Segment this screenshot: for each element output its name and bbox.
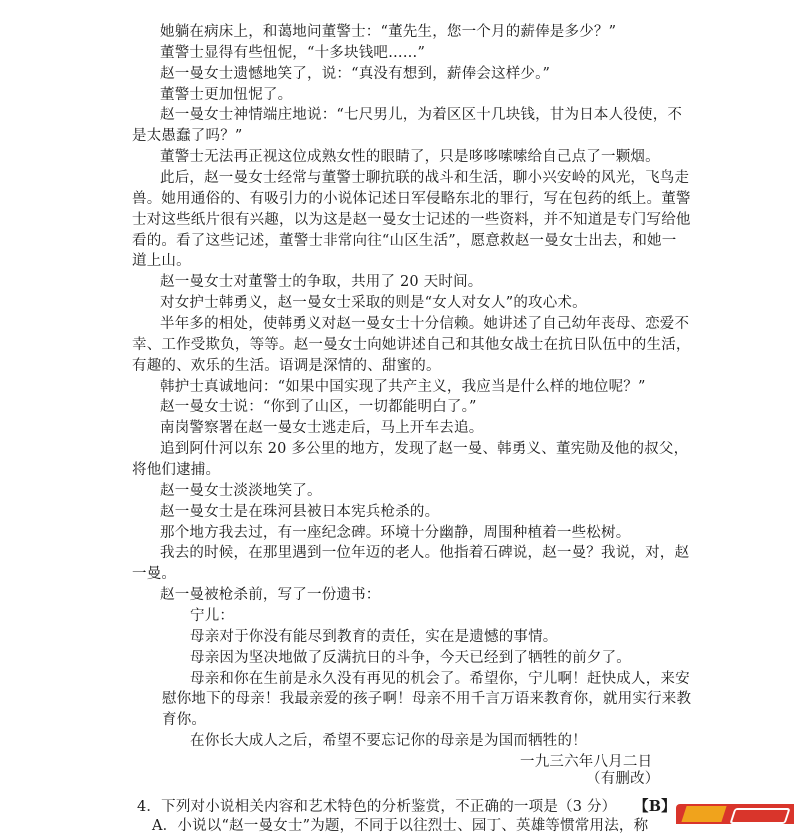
letter-line: 慰你地下的母亲！我最亲爱的孩子啊！母亲不用千言万语来教育你，就用实行来教 [162,691,692,708]
text-line: 赵一曼女士对董警士的争取，共用了 20 天时间。 [160,274,483,291]
letter-line: 母亲和你在生前是永久没有再见的机会了。希望你，宁儿啊！赶快成人，来安 [190,670,690,687]
letter-line: 母亲对于你没有能尽到教育的责任，实在是遗憾的事情。 [190,628,558,645]
text-line: 韩护士真诚地问：“如果中国实现了共产主义，我应当是什么样的地位呢？” [160,378,646,395]
text-line: 我去的时候，在那里遇到一位年迈的老人。他指着石碑说，赵一曼？我说，对，赵 [160,545,690,562]
letter-date: 一九三六年八月二日 [520,754,653,770]
text-line: 董警士显得有些忸怩，“十多块钱吧……” [160,44,426,61]
question-4: 4．下列对小说相关内容和艺术特色的分析鉴赏，不正确的一项是（3 分） [137,799,617,815]
text-line: 赵一曼女士说：“你到了山区，一切都能明白了。” [160,399,477,416]
text-line: 有趣的、欢乐的生活。语调是深情的、甜蜜的。 [132,357,441,374]
text-line: 看的。看了这些记述，董警士非常向往“山区生活”，愿意救赵一曼女士出去，和她一 [132,232,677,249]
text-line: 此后，赵一曼女士经常与董警士聊抗联的战斗和生活，聊小兴安岭的风光，飞鸟走 [160,170,690,186]
text-line: 董警士更加忸怩了。 [160,86,293,103]
text-line: 南岗警察署在赵一曼女士逃走后，马上开车去追。 [160,420,484,437]
text-line: 她躺在病床上，和蔼地问董警士：“董先生，您一个月的薪俸是多少？” [160,24,617,40]
text-line: 那个地方我去过，有一座纪念碑。环境十分幽静，周围种植着一些松树。 [160,524,631,541]
text-line: 士对这些纸片很有兴趣，以为这是赵一曼女士记述的一些资料，并不知道是专门写给他 [132,211,691,228]
text-line: 赵一曼女士淡淡地笑了。 [160,482,322,499]
text-line: 赵一曼女士遗憾地笑了，说：“真没有想到，薪俸会这样少。” [160,65,551,82]
text-line: 赵一曼被枪杀前，写了一份遗书： [160,587,381,604]
text-line: 兽。她用通俗的、有吸引力的小说体记述日军侵略东北的罪行，写在包药的纸上。董警 [132,190,691,207]
letter-line: 母亲因为坚决地做了反满抗日的斗争，今天已经到了牺牲的前夕了。 [190,649,631,666]
text-line: 将他们逮捕。 [132,462,221,478]
text-line: 是太愚蠢了吗？” [132,128,243,145]
text-line: 一曼。 [132,566,177,583]
text-line: 追到阿什河以东 20 多公里的地方，发现了赵一曼、韩勇义、董宪勋及他的叔父， [160,441,689,458]
option-a-partial: A．小说以“赵一曼女士”为题，不同于以往烈士、园丁、英雄等惯常用法，称 [152,818,649,834]
answer-badge: 【B】 [634,798,676,815]
text-line: 道上山。 [132,253,191,270]
text-line: 幸、工作受欺负，等等。赵一曼女士向她讲述自己和其他女战士在抗日队伍中的生活， [132,336,691,353]
revision-note-visible: （有删改） [586,770,660,787]
text-line: 半年多的相处，使韩勇义对赵一曼女士十分信赖。她讲述了自己幼年丧母、恋爱不 [160,316,690,332]
watermark-logo [676,804,794,824]
letter-salutation: 宁儿： [190,608,235,624]
text-line: 董警士无法再正视这位成熟女性的眼睛了，只是哆哆嗦嗦给自己点了一颗烟。 [160,149,660,166]
letter-line: 育你。 [162,712,207,729]
text-line: 赵一曼女士是在珠河县被日本宪兵枪杀的。 [160,503,440,520]
text-line: 赵一曼女士神情端庄地说：“七尺男儿，为着区区十几块钱，甘为日本人役使，不 [160,107,683,124]
letter-line: 在你长大成人之后，希望不要忘记你的母亲是为国而牺牲的！ [190,733,587,750]
text-line: 对女护士韩勇义，赵一曼女士采取的则是“女人对女人”的攻心术。 [160,295,587,312]
